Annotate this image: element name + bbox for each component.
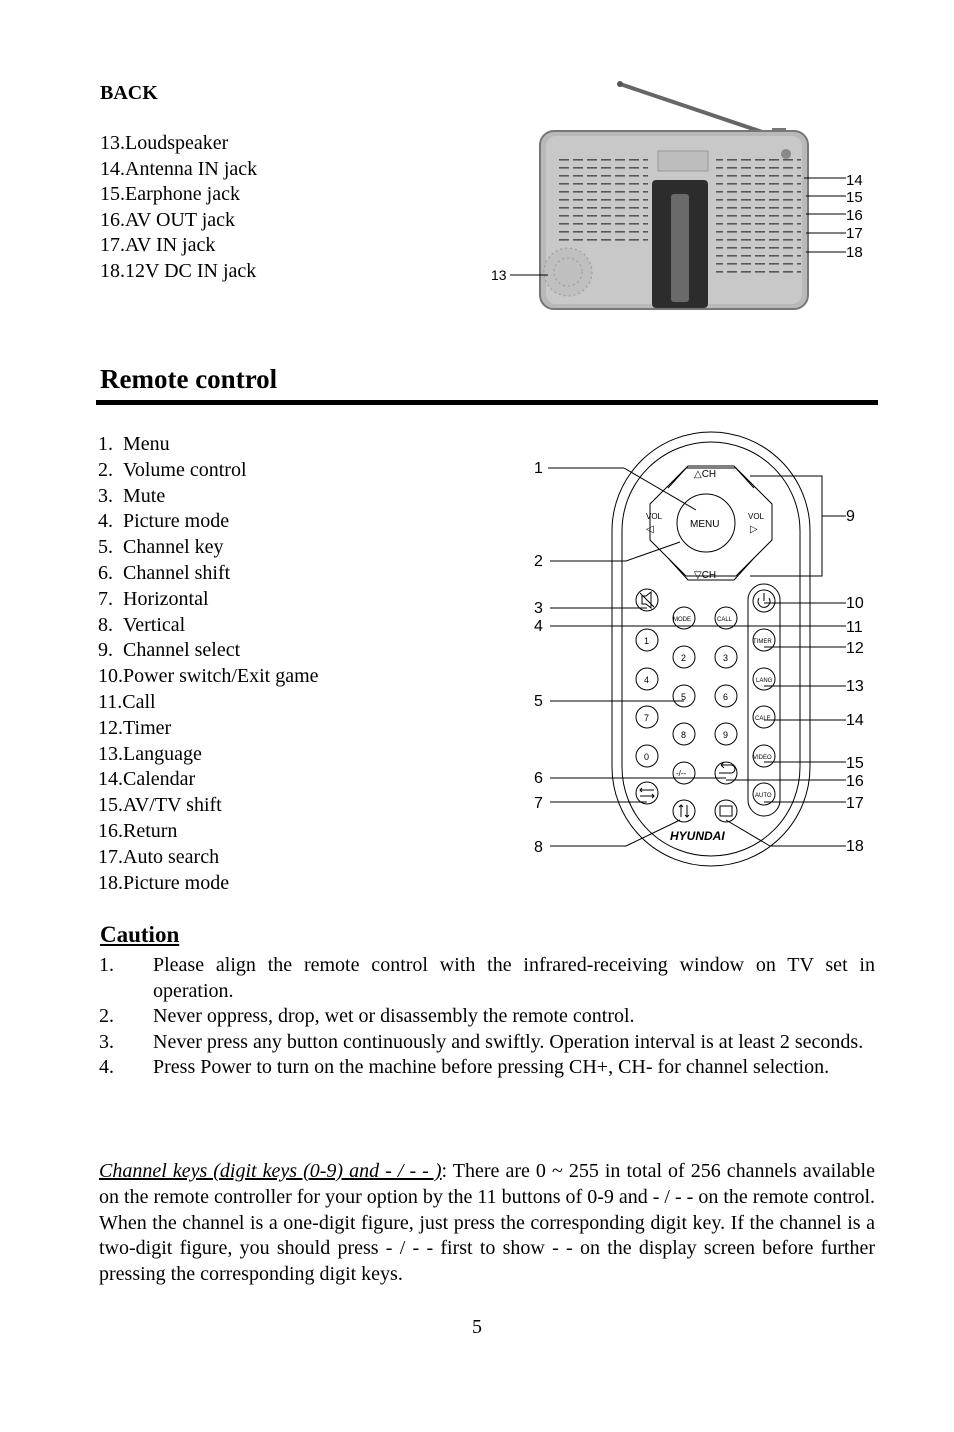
timer-label: TIMER — [753, 639, 772, 645]
callout-label: 14 — [846, 712, 864, 729]
item-text: Never oppress, drop, wet or disassembly the remote control. — [153, 1005, 635, 1028]
menu-label: MENU — [690, 519, 720, 530]
horizontal-button[interactable] — [636, 782, 658, 804]
back-parts-list — [100, 131, 257, 285]
vertical-button[interactable] — [673, 800, 695, 822]
item-text: Never press any button continuously and swiftly. Operation interval is at least 2 seconds. — [153, 1030, 864, 1053]
list-item: 14.Antenna IN jack — [100, 157, 258, 180]
divider — [96, 400, 878, 405]
list-item: 17.AV IN jack — [100, 234, 216, 257]
callout-label: 15 — [846, 189, 863, 206]
digit-label: 2 — [681, 653, 687, 663]
callout-label: 13 — [491, 267, 507, 283]
digit-label: 1 — [644, 636, 650, 646]
callout-label: 17 — [846, 225, 863, 242]
callout-label: 2 — [534, 553, 543, 570]
list-item: 4. Picture mode — [98, 510, 230, 533]
section-title: Remote control — [100, 364, 278, 394]
back-heading: BACK — [100, 82, 158, 104]
callout-label: 4 — [534, 618, 543, 635]
callout-label: 5 — [534, 693, 543, 710]
antenna-icon — [620, 84, 780, 138]
page-number: 5 — [472, 1316, 482, 1338]
lang-label: LANG — [756, 678, 773, 684]
list-item — [99, 1055, 875, 1081]
list-item: 15.Earphone jack — [100, 183, 240, 206]
list-item: 17.Auto search — [98, 845, 220, 868]
auto-label: AUTO — [755, 793, 772, 799]
digit-label: -/-- — [676, 769, 687, 778]
list-item: 15.AV/TV shift — [98, 794, 222, 817]
callout-label: 13 — [846, 678, 864, 695]
list-item: 8. Vertical — [98, 613, 186, 636]
digit-label: 6 — [723, 692, 729, 702]
list-item: 11.Call — [98, 690, 156, 713]
list-item: 16.AV OUT jack — [100, 208, 235, 231]
list-item: 2. Volume control — [98, 458, 247, 481]
list-item: 14.Calendar — [98, 768, 196, 791]
vol-plus-arrow: ▷ — [750, 524, 758, 535]
paragraph-lead: Channel keys (digit keys (0-9) and - / - - ) — [99, 1160, 442, 1182]
vol-plus-label: VOL — [748, 512, 765, 521]
item-number: 4. — [99, 1056, 114, 1079]
call-label: CALL — [717, 617, 733, 623]
callout-label: 12 — [846, 640, 864, 657]
digit-label: 4 — [644, 675, 650, 685]
tv-back-illustration — [488, 76, 868, 332]
list-item: 13.Loudspeaker — [100, 132, 229, 154]
picture-mode-button[interactable] — [715, 800, 737, 822]
list-item: 1. Menu — [98, 433, 170, 455]
callout-label: 17 — [846, 795, 864, 812]
paragraph-text: : There are 0 ~ 255 in total of 256 channels available on the remote controller for your option by the 11 buttons of 0-9 and - / - - on the remote control. When the channel is a one-digit figure, just press the corresponding digit key. If the channel is a two-digit figure, you should press - / - - first to show - - on the display screen before further pressing the corresponding digit keys. — [99, 1160, 875, 1286]
callout-label: 10 — [846, 595, 864, 612]
list-item: 18.12V DC IN jack — [100, 259, 257, 282]
item-number: 1. — [99, 954, 114, 976]
digit-label: 8 — [681, 730, 687, 740]
vol-minus-label: VOL — [646, 512, 663, 521]
callout-label: 11 — [846, 619, 863, 636]
cale-label: CALE — [755, 716, 771, 722]
list-item: 12.Timer — [98, 716, 172, 739]
callout-label: 7 — [534, 795, 543, 812]
callout-label: 14 — [846, 172, 863, 189]
callout-label: 18 — [846, 244, 863, 261]
digit-label: 0 — [644, 752, 650, 762]
callout-label: 6 — [534, 770, 543, 787]
list-item: 16.Return — [98, 819, 178, 842]
list-item: 18.Picture mode — [98, 871, 230, 894]
list-item: 6. Channel shift — [98, 561, 231, 584]
digit-label: 5 — [681, 692, 687, 702]
picture-mode-icon — [720, 806, 732, 816]
channel-keys-paragraph — [99, 1159, 875, 1288]
mode-label: MODE — [673, 617, 691, 623]
list-item: 5. Channel key — [98, 536, 224, 559]
callout-label: 9 — [846, 508, 855, 525]
item-text: Press Power to turn on the machine before pressing CH+, CH- for channel selection. — [153, 1056, 830, 1079]
brand-logo: HYUNDAI — [670, 829, 725, 843]
callout-label: 3 — [534, 600, 543, 617]
remote-control-diagram — [530, 428, 870, 870]
list-item — [99, 1030, 875, 1056]
list-item: 13.Language — [98, 742, 202, 765]
callout-label: 16 — [846, 207, 863, 224]
list-item: 10.Power switch/Exit game — [98, 665, 319, 688]
digit-label: 7 — [644, 713, 650, 723]
digit-label: 9 — [723, 730, 729, 740]
callout-label: 1 — [534, 460, 543, 477]
vertical-arrows-icon — [679, 805, 689, 817]
callout-label: 16 — [846, 773, 864, 790]
digit-label: 3 — [723, 653, 729, 663]
ch-down-label: ▽CH — [694, 570, 717, 581]
item-number: 2. — [99, 1005, 114, 1028]
horizontal-arrows-icon — [640, 788, 654, 798]
list-item — [99, 1004, 875, 1030]
callout-label: 8 — [534, 839, 543, 856]
callout-label: 15 — [846, 755, 864, 772]
list-item: 7. Horizontal — [98, 587, 209, 610]
item-text: Please align the remote control with the infrared-receiving window on TV set in operation. — [153, 954, 875, 1002]
video-label: VIDEO — [753, 755, 772, 761]
list-item: 3. Mute — [98, 484, 166, 507]
caution-heading: Caution — [100, 922, 180, 947]
item-number: 3. — [99, 1030, 114, 1053]
loudspeaker-icon — [544, 248, 592, 296]
ch-up-label: △CH — [694, 469, 717, 480]
caution-list — [99, 953, 875, 1081]
remote-keys-list — [98, 432, 319, 896]
callout-label: 18 — [846, 838, 864, 855]
vol-minus-arrow: ◁ — [646, 524, 654, 535]
list-item: 9. Channel select — [98, 639, 241, 662]
list-item — [99, 953, 875, 1004]
